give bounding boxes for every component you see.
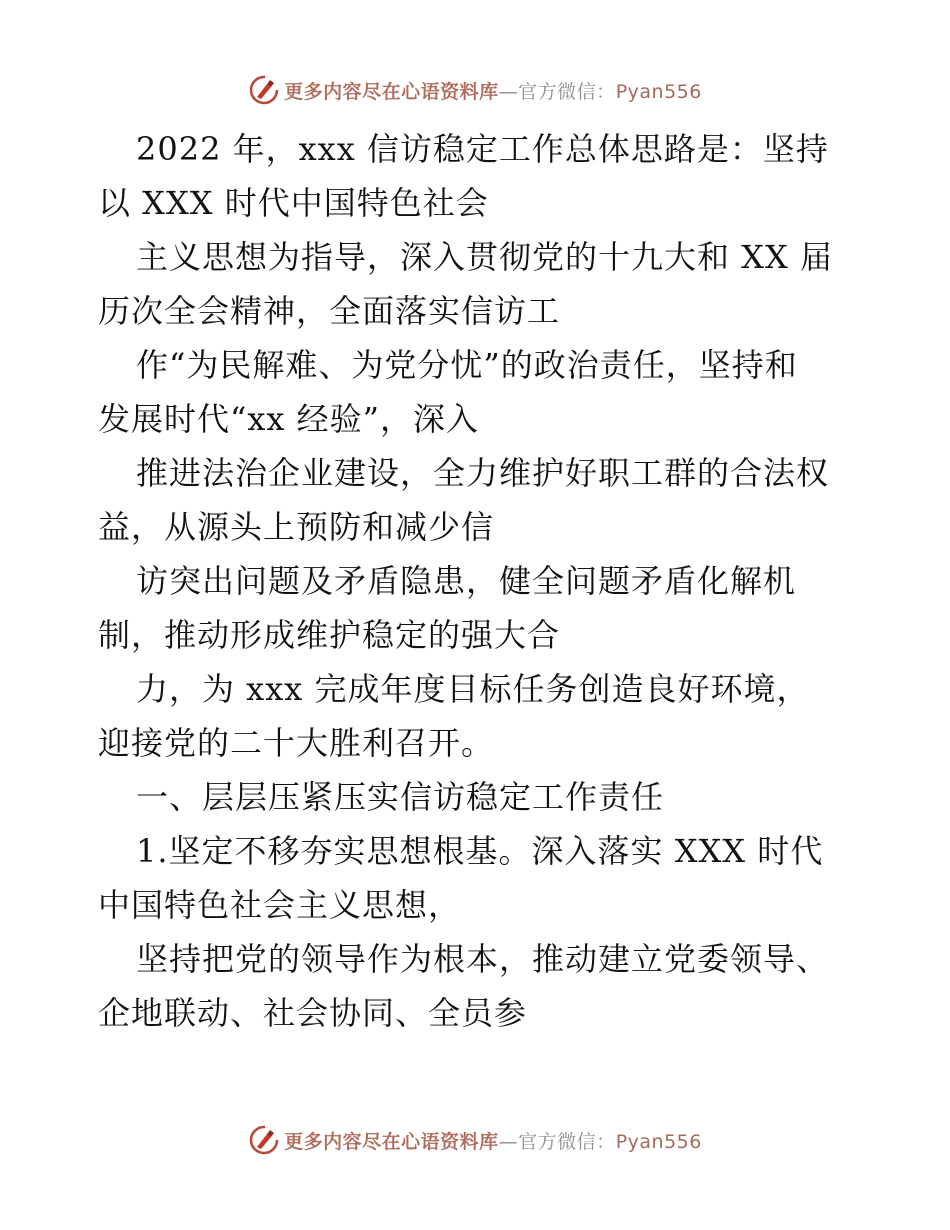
watermark-text — [284, 1127, 702, 1154]
text-line: 迎接党的二十大胜利召开。 — [98, 724, 495, 762]
text-line: 主义思想为指导，深入贯彻党的十九大和 XX 届 — [136, 238, 833, 276]
text-line: 益，从源头上预防和减少信 — [98, 508, 495, 546]
document-body — [98, 122, 858, 1040]
text-line: 制，推动形成维护稳定的强大合 — [98, 616, 561, 654]
watermark-wechat-id: Pyan556 — [615, 1130, 702, 1153]
text-line: 历次全会精神，全面落实信访工 — [98, 292, 561, 330]
watermark-text — [284, 77, 702, 104]
text-line: 中国特色社会主义思想， — [98, 886, 462, 924]
watermark-separator: — — [498, 80, 519, 103]
watermark-group — [248, 1124, 702, 1156]
text-line: 访突出问题及矛盾隐患，健全问题矛盾化解机 — [136, 562, 797, 600]
ink-pen-logo-icon — [248, 74, 280, 106]
ink-pen-logo-icon — [248, 1124, 280, 1156]
header-watermark — [0, 70, 950, 110]
text-line: 力，为 xxx 完成年度目标任务创造良好环境， — [136, 670, 810, 708]
text-line: 坚持把党的领导作为根本，推动建立党委领导、 — [136, 940, 830, 978]
text-line: 推进法治企业建设，全力维护好职工群的合法权 — [136, 454, 830, 492]
text-line: 企地联动、社会协同、全员参 — [98, 994, 528, 1032]
text-line: 1.坚定不移夯实思想根基。深入落实 XXX 时代 — [136, 832, 824, 870]
footer-watermark — [0, 1120, 950, 1160]
watermark-wechat-id: Pyan556 — [615, 80, 702, 103]
watermark-wechat-label: 官方微信： — [518, 80, 616, 103]
watermark-group — [248, 74, 702, 106]
watermark-site: 更多内容尽在心语资料库 — [284, 80, 499, 103]
watermark-wechat-label: 官方微信： — [518, 1130, 616, 1153]
watermark-site: 更多内容尽在心语资料库 — [284, 1130, 499, 1153]
text-line: 作“为民解难、为党分忧”的政治责任，坚持和 — [136, 346, 798, 384]
watermark-separator: — — [498, 1130, 519, 1153]
text-line: 以 XXX 时代中国特色社会 — [98, 184, 489, 222]
text-line: 一、层层压紧压实信访稳定工作责任 — [136, 778, 665, 816]
text-line: 发展时代“xx 经验”，深入 — [98, 400, 479, 438]
text-line: 2022 年，xxx 信访稳定工作总体思路是：坚持 — [136, 130, 829, 168]
